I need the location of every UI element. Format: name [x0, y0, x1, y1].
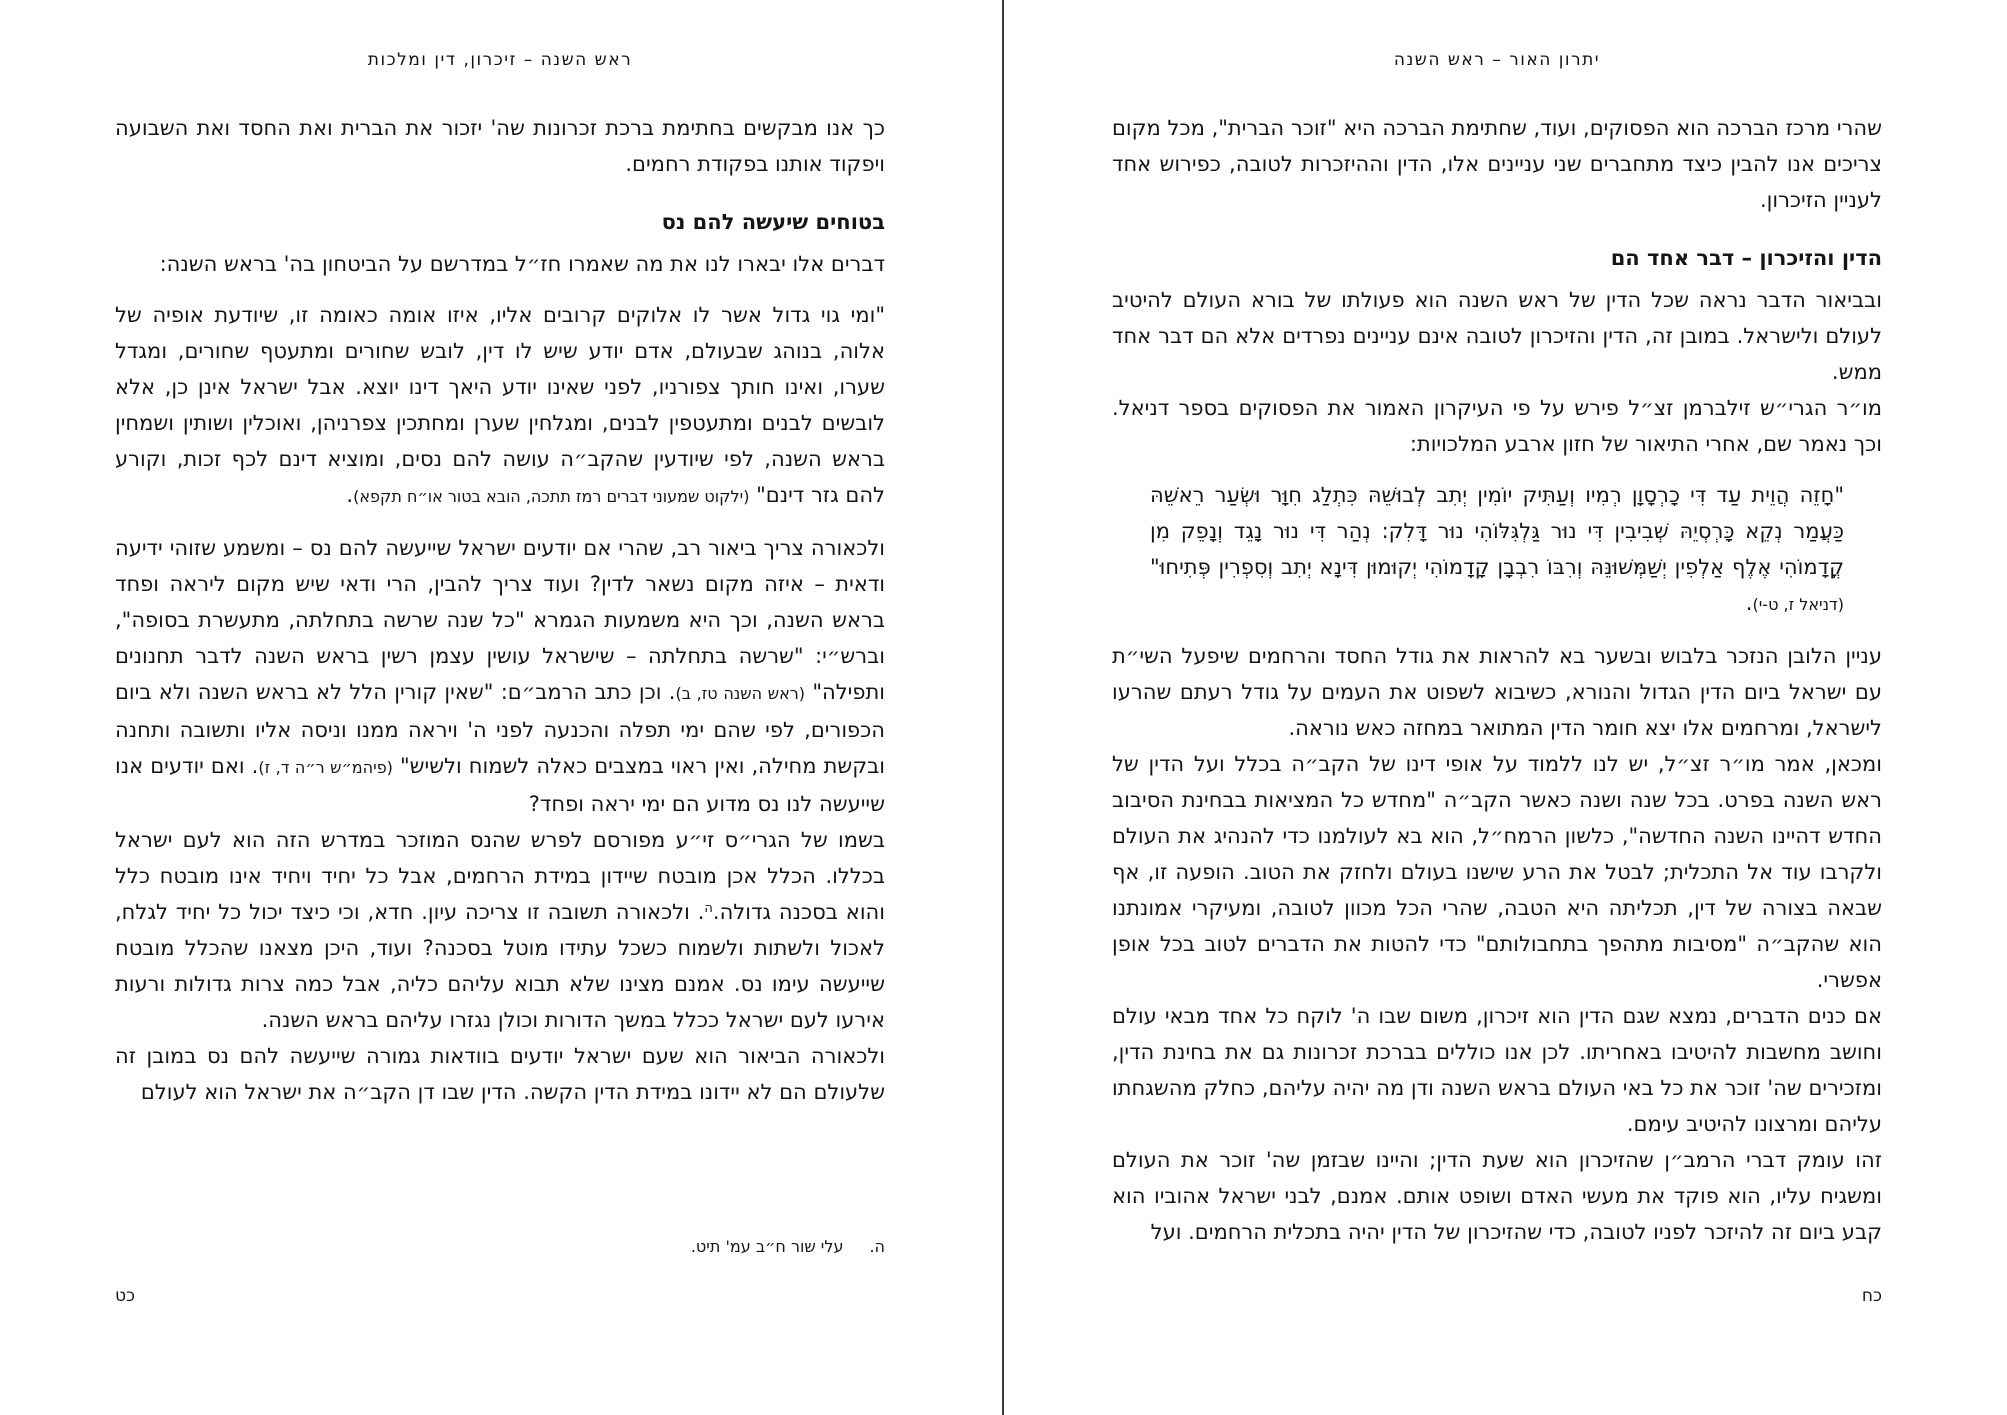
body-paragraph [1112, 1142, 1882, 1250]
footnote-text: עלי שור ח״ב עמ' תיט. [690, 1237, 844, 1256]
text-segment: דברים אלו יבארו לנו את מה שאמרו חז״ל במדרשם על הביטחון בה' בראש השנה: [159, 252, 885, 276]
inline-citation: (פיהמ״ש ר״ה ד, ז) [258, 758, 393, 777]
body-paragraph [1112, 998, 1882, 1142]
text-segment: מו״ר הגרי״ש זילברמן זצ״ל פירש על פי העיקרון האמור את הפסוקים בספר דניאל. וכך נאמר שם, אחרי התיאור של חזון ארבע המלכויות: [1112, 396, 1882, 456]
body-paragraph [115, 110, 885, 182]
text-segment: שהרי מרכז הברכה הוא הפסוקים, ועוד, שחתימת הברכה היא "זוכר הברית", מכל מקום צריכים אנו להבין כיצד מתחברים שני עניינים אלו, הדין וההיזכרות לטובה, כפירוש אחד לעניין הזיכרון. [1112, 116, 1882, 212]
text-segment: "חָזֵה הֲוֵית עַד דִּי כָרְסָוָן רְמִיו וְעַתִּיק יוֹמִין יְתִב לְבוּשֵׁהּ כִּתְלַג חִוָּר וּשְׂעַר רֵאשֵׁהּ כַּעֲמַר נְקֵא כָּרְסְיֵהּ שְׁבִיבִין דִּי נוּר גַּלְגִּלּוֹהִי נוּר דָּלִק: נְהַר דִּי נוּר נָגֵד וְנָפֵק מִן קֳדָמוֹהִי אֶלֶף אַלְפִין יְשַׁמְּשׁוּנֵּהּ וְרִבּוֹ רִבְבָן קָדָמוֹהִי יְקוּמוּן דִּינָא יְתִב וְסִפְרִין פְּתִיחוּ" [1150, 483, 1844, 579]
page-kaf-tet [115, 0, 885, 1415]
section-heading: בטוחים שיעשה להם נס [661, 210, 885, 234]
text-segment: . וכן כתב הרמב״ם: "שאין קורין הלל לא בראש השנה ולא ביום הכפורים, לפי שהם ימי תפלה והכנעה לפני ה' ויראה ממנו וניסה אליו ותשובה ותחנה ובקשת מחילה, ואין ראוי במצבים כאלה לשמוח ולשיש" [115, 680, 886, 778]
text-segment: אם כנים הדברים, נמצא שגם הדין הוא זיכרון, משום שבו ה' לוקח כל אחד מבאי עולם וחושב מחשבות להיטיבו באחריתו. לכן אנו כוללים בברכת זכרונות גם את בחינת הדין, ומזכירים שה' זוכר את כל באי העולם בראש השנה ודן מה יהיה עליהם, כחלק מהשגחתו עליהם ומרצונו להיטיב עימם. [1112, 1004, 1882, 1136]
quote-paragraph [115, 297, 885, 515]
text-segment: ולכאורה הביאור הוא שעם ישראל יודעים בוודאות גמורה שייעשה להם נס במובן זה שלעולם הם לא יידונו במידת הדין הקשה. הדין שבו דן הקב״ה את ישראל הוא לעולם [115, 1044, 885, 1104]
text-segment: . ואם יודעים אנו שייעשה לנו נס מדוע הם ימי יראה ופחד? [115, 754, 885, 816]
running-head-right: יתרון האור – ראש השנה [1393, 50, 1601, 70]
text-segment: בשמו של הגרי״ס זי״ע מפורסם לפרש שהנס המוזכר במדרש הזה הוא לעם ישראל בכללו. הכלל אכן מובטח שיידון במידת הרחמים, אבל כל יחיד ויחיד אינו מובטח כלל והוא בסכנה גדולה. [115, 828, 885, 924]
body-paragraph [1112, 390, 1882, 462]
body-paragraph [1112, 638, 1882, 746]
section-heading: הדין והזיכרון – דבר אחד הם [1610, 246, 1882, 270]
page-number-right: כח [1861, 1286, 1882, 1306]
text-segment: ובביאור הדבר נראה שכל הדין של ראש השנה הוא פעולתו של בורא העולם להיטיב לעולם ולישראל. במובן זה, הדין והזיכרון לטובה אינם עניינים נפרדים אלא הם דבר אחד ממש. [1112, 288, 1882, 384]
footnote-reference-marker: ה [704, 901, 713, 916]
body-paragraph [115, 246, 885, 282]
page-body-right [1112, 110, 1882, 1250]
inline-citation: (דניאל ז, ט-י) [1752, 595, 1844, 614]
body-paragraph [1112, 746, 1882, 998]
running-head-left: ראש השנה – זיכרון, דין ומלכות [367, 50, 633, 70]
text-segment: זהו עומק דברי הרמב״ן שהזיכרון הוא שעת הדין; והיינו שבזמן שה' זוכר את העולם ומשגיח עליו, הוא פוקד את מעשי האדם ושופט אותם. אמנם, לבני ישראל אהוביו הוא קבע ביום זה להיזכר לפניו לטובה, כדי שהזיכרון של הדין יהיה בתכלית הרחמים. ועל [1112, 1148, 1882, 1244]
page-body-left [115, 110, 885, 1110]
text-segment: "ומי גוי גדול אשר לו אלוקים קרובים אליו, איזו אומה כאומה זו, שיודעת אופיה של אלוה, בנוהג שבעולם, אדם יודע שיש לו דין, לובש שחורים ומתעטף שחורים, ומגדל שערו, ואינו חותך צפורניו, לפני שאינו יודע היאך דינו יוצא. אבל ישראל אינן כן, אלא לובשים לבנים ומתעטפין לבנים, ומגלחין שערן ומחתכין צפרניהן, ואוכלין ושותין ושמחין בראש השנה, לפי שיודעין שהקב״ה עושה להם נסים, ומוציא דינם לכף זכות, וקורע להם גזר דינם" [115, 303, 885, 507]
body-paragraph [115, 530, 885, 822]
body-paragraph [1112, 110, 1882, 218]
body-paragraph [1112, 282, 1882, 390]
text-segment: . [1745, 591, 1753, 615]
inline-citation: (ראש השנה טז, ב) [675, 684, 806, 703]
footnote-marker-label: ה. [869, 1237, 885, 1256]
quote-paragraph [1112, 477, 1882, 623]
body-paragraph [115, 1038, 885, 1110]
page-divider-line [1002, 0, 1004, 1415]
text-segment: ולכאורה צריך ביאור רב, שהרי אם יודעים ישראל שייעשה להם נס – ומשמע שזוהי ידיעה ודאית – איזה מקום נשאר לדין? ועוד צריך להבין, הרי ודאי שיש מקום ליראה ופחד בראש השנה, וכך היא משמעות הגמרא "כל שנה שרשה בתחלתה, מתעשרת בסופה", וברש״י: "שרשה בתחלתה – שישראל עושין עצמן רשין בראש השנה לדבר תחנונים ותפילה" [115, 536, 886, 704]
inline-citation: (ילקוט שמעוני דברים רמז תתכה, הובא בטור או״ח תקפא) [353, 487, 750, 506]
footnote [691, 1236, 885, 1258]
text-segment: . ולכאורה תשובה זו צריכה עיון. חדא, וכי כיצד יכול כל יחיד לגלח, לאכול ולשתות ולשמוח כשכל עתידו מוטל בסכנה? ועוד, היכן מצאנו שהכלל מובטח שייעשה עימו נס. אמנם מצינו שלא תבוא עליהם כליה, אבל כמה צרות גדולות ורעות אירעו לעם ישראל ככלל במשך הדורות וכולן נגזרו עליהם בראש השנה. [115, 900, 885, 1032]
page-kaf-chet [1112, 0, 1882, 1415]
text-segment: . [346, 483, 354, 507]
text-segment: כך אנו מבקשים בחתימת ברכת זכרונות שה' יזכור את הברית ואת החסד ואת השבועה ויפקוד אותנו בפקודת רחמים. [115, 116, 885, 176]
text-segment: עניין הלובן הנזכר בלבוש ובשער בא להראות את גודל החסד והרחמים שיפעל השי״ת עם ישראל ביום הדין הגדול והנורא, כשיבוא לשפוט את העמים על גודל רעתם שהרעו לישראל, ומרחמים אלו יצא חומר הדין המתואר במחזה כאש נוראה. [1112, 644, 1882, 740]
body-paragraph [115, 822, 885, 1038]
page-number-left: כט [115, 1286, 136, 1306]
text-segment: ומכאן, אמר מו״ר זצ״ל, יש לנו ללמוד על אופי דינו של הקב״ה בכלל ועל הדין של ראש השנה בפרט. בכל שנה ושנה כאשר הקב״ה "מחדש כל המציאות בבחינת הסיבוב החדש דהיינו השנה החדשה", כלשון הרמח״ל, הוא בא לעולמנו כדי להנהיג את העולם ולקרבו עוד אל התכלית; לבטל את הרע שישנו בעולם ולחזק את הטוב. הופעה זו, אף שבאה בצורה של דין, תכליתה היא הטבה, שהרי הכל מכוון לטובה, ומעיקרי אמונתנו הוא שהקב״ה "מסיבות מתהפך בתחבולותם" כדי להטות את הדברים לטוב בכל אופן אפשרי. [1112, 752, 1882, 992]
